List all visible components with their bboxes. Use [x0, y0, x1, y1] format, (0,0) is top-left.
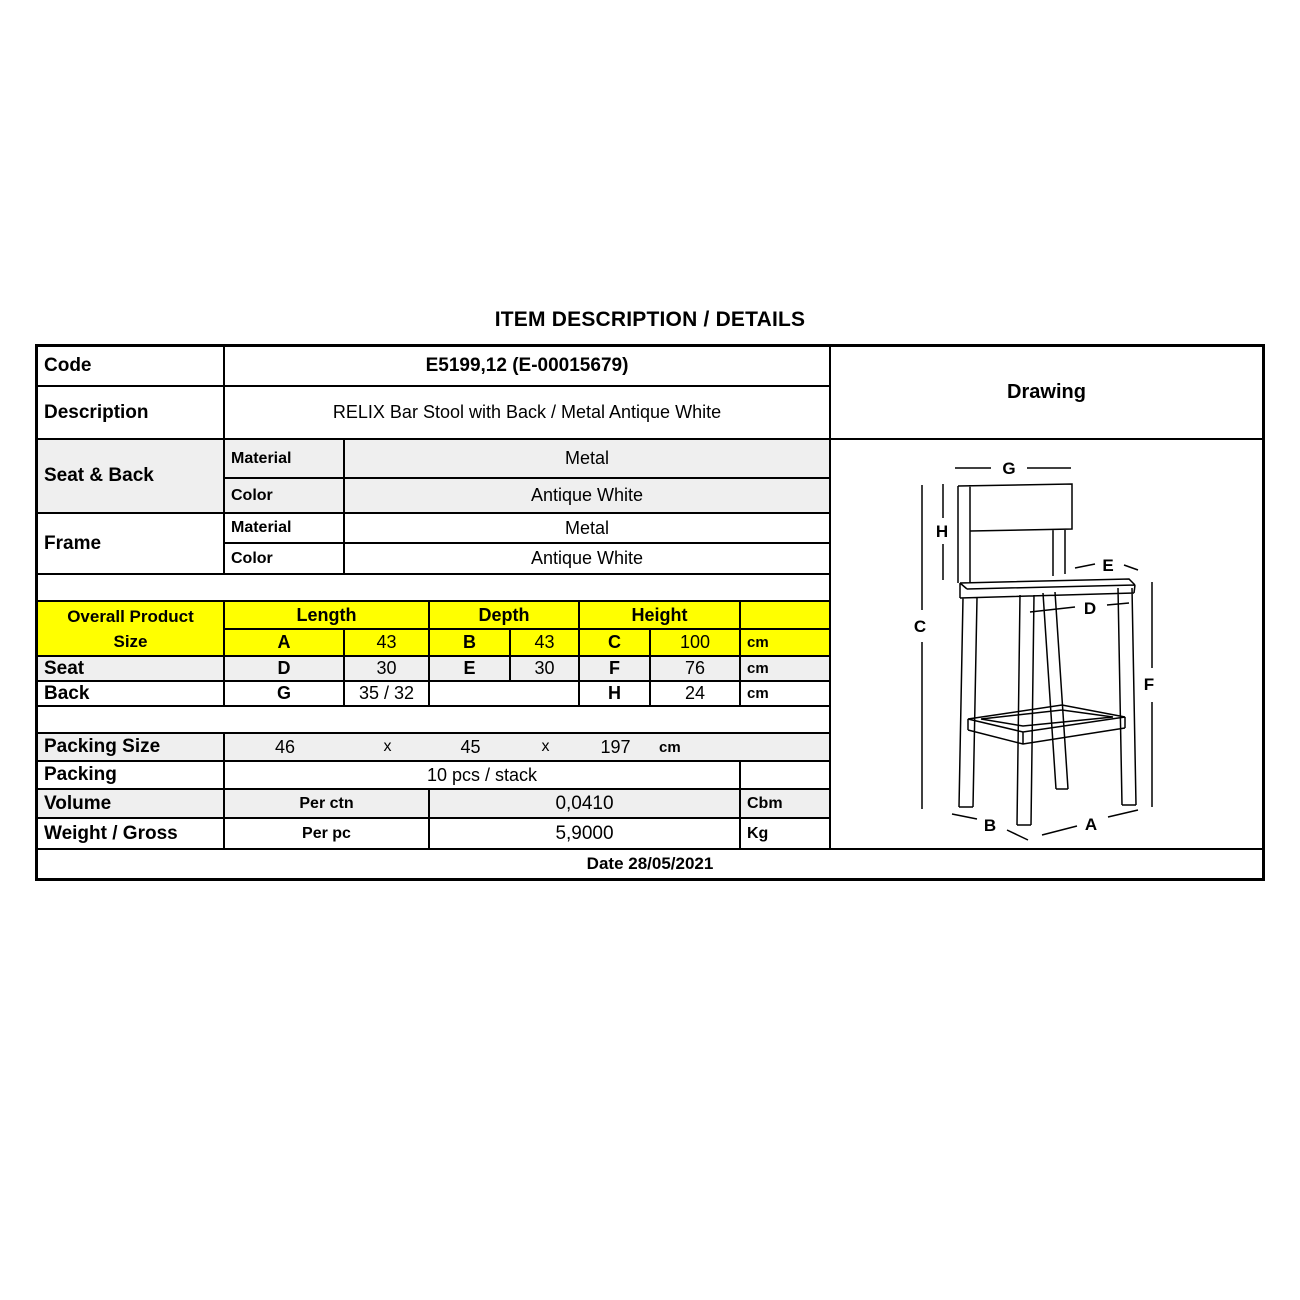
stool-structure — [958, 484, 1136, 825]
weight-row — [38, 819, 829, 848]
back-size-label: Back — [38, 682, 225, 705]
code-value: E5199,12 (E-00015679) — [425, 355, 629, 376]
overall-values-row — [225, 630, 829, 655]
back-depth-empty — [430, 682, 580, 705]
details-section — [38, 347, 829, 848]
stool-drawing — [831, 440, 1262, 846]
frame-subrows — [225, 514, 829, 573]
volume-row — [38, 790, 829, 819]
seat-depth-letter: E — [430, 657, 511, 680]
back-size-row — [38, 682, 829, 707]
seat-back-label: Seat & Back — [38, 440, 225, 512]
dim-label-c: C — [913, 617, 927, 636]
seat-back-subrows — [225, 440, 829, 512]
volume-basis: Per ctn — [225, 790, 430, 817]
overall-size-line1: Overall Product — [67, 606, 194, 626]
page-title: ITEM DESCRIPTION / DETAILS — [494, 308, 806, 331]
dim-label-b: B — [983, 816, 997, 835]
table-main — [38, 347, 1262, 848]
seat-size-row — [38, 657, 829, 682]
back-length-letter: G — [225, 682, 345, 705]
volume-label: Volume — [38, 790, 225, 817]
packing-size-label: Packing Size — [38, 734, 225, 760]
packing-size-v3: 197 — [600, 736, 631, 757]
drawing-area — [831, 440, 1262, 846]
overall-depth-value: 43 — [511, 630, 580, 655]
back-height-letter: H — [580, 682, 651, 705]
overall-length-letter: A — [225, 630, 345, 655]
height-header: Height — [580, 602, 741, 628]
overall-unit: cm — [747, 634, 769, 651]
packing-row — [38, 762, 829, 790]
seat-length-letter: D — [225, 657, 345, 680]
frame-material-value: Metal — [564, 517, 609, 538]
overall-height-value: 100 — [651, 630, 741, 655]
volume-value: 0,0410 — [430, 790, 741, 817]
seat-back-color-value: Antique White — [530, 485, 644, 505]
length-header: Length — [225, 602, 430, 628]
weight-value: 5,9000 — [430, 819, 741, 848]
spacer-row — [38, 707, 829, 734]
dim-label-e: E — [1102, 556, 1114, 575]
packing-size-x1: x — [383, 738, 392, 755]
frame-material-label: Material — [225, 514, 345, 542]
back-height-value: 24 — [651, 682, 741, 705]
unit-header-empty — [741, 602, 829, 628]
dim-label-a: A — [1084, 815, 1098, 834]
dim-label-f: F — [1143, 675, 1155, 694]
weight-label: Weight / Gross — [38, 819, 225, 848]
overall-size-label — [38, 602, 225, 655]
frame-section — [38, 514, 829, 575]
packing-size-row — [38, 734, 829, 762]
overall-height-letter: C — [580, 630, 651, 655]
packing-size-unit: cm — [659, 738, 681, 756]
seat-length-value: 30 — [345, 657, 430, 680]
back-length-value: 35 / 32 — [345, 682, 430, 705]
overall-length-value: 43 — [345, 630, 430, 655]
packing-size-x2: x — [541, 738, 550, 755]
packing-value: 10 pcs / stack — [225, 762, 741, 788]
overall-size-line2: Size — [113, 631, 148, 651]
packing-size-v2: 45 — [460, 736, 481, 757]
back-unit: cm — [747, 685, 769, 702]
size-header-row — [225, 602, 829, 630]
weight-unit: Kg — [747, 824, 769, 842]
drawing-section — [829, 347, 1262, 848]
dim-label-g: G — [1002, 459, 1016, 478]
spec-table — [35, 344, 1265, 881]
dim-label-d: D — [1083, 599, 1097, 618]
seat-height-value: 76 — [651, 657, 741, 680]
date-row — [38, 848, 1262, 878]
weight-basis: Per pc — [225, 819, 430, 848]
seat-size-label: Seat — [38, 657, 225, 680]
dimension-lines — [922, 468, 1155, 840]
seat-depth-value: 30 — [511, 657, 580, 680]
description-row — [38, 387, 829, 440]
packing-label: Packing — [38, 762, 225, 788]
frame-color-label: Color — [225, 544, 345, 573]
packing-size-v1: 46 — [274, 736, 296, 757]
code-row — [38, 347, 829, 387]
frame-color-row — [225, 544, 829, 573]
description-value: RELIX Bar Stool with Back / Metal Antique White — [332, 402, 722, 422]
seat-height-letter: F — [580, 657, 651, 680]
date-value: Date 28/05/2021 — [586, 854, 714, 873]
seat-back-material-row — [225, 440, 829, 479]
seat-back-color-row — [225, 479, 829, 512]
size-header-subrows — [225, 602, 829, 655]
description-label: Description — [38, 387, 225, 438]
packing-unit-empty — [741, 762, 829, 788]
frame-material-row — [225, 514, 829, 544]
code-label: Code — [38, 347, 225, 385]
seat-back-color-label: Color — [225, 479, 345, 512]
depth-header: Depth — [430, 602, 580, 628]
seat-unit: cm — [747, 660, 769, 677]
spacer-row — [38, 575, 829, 602]
packing-size-value — [225, 734, 829, 760]
seat-back-material-label: Material — [225, 440, 345, 477]
seat-back-material-value: Metal — [564, 448, 609, 468]
volume-unit: Cbm — [747, 794, 783, 812]
seat-back-section — [38, 440, 829, 514]
frame-label: Frame — [38, 514, 225, 573]
overall-depth-letter: B — [430, 630, 511, 655]
frame-color-value: Antique White — [530, 548, 644, 568]
drawing-header: Drawing — [831, 347, 1262, 440]
dim-label-h: H — [935, 522, 949, 541]
overall-size-section — [38, 602, 829, 657]
